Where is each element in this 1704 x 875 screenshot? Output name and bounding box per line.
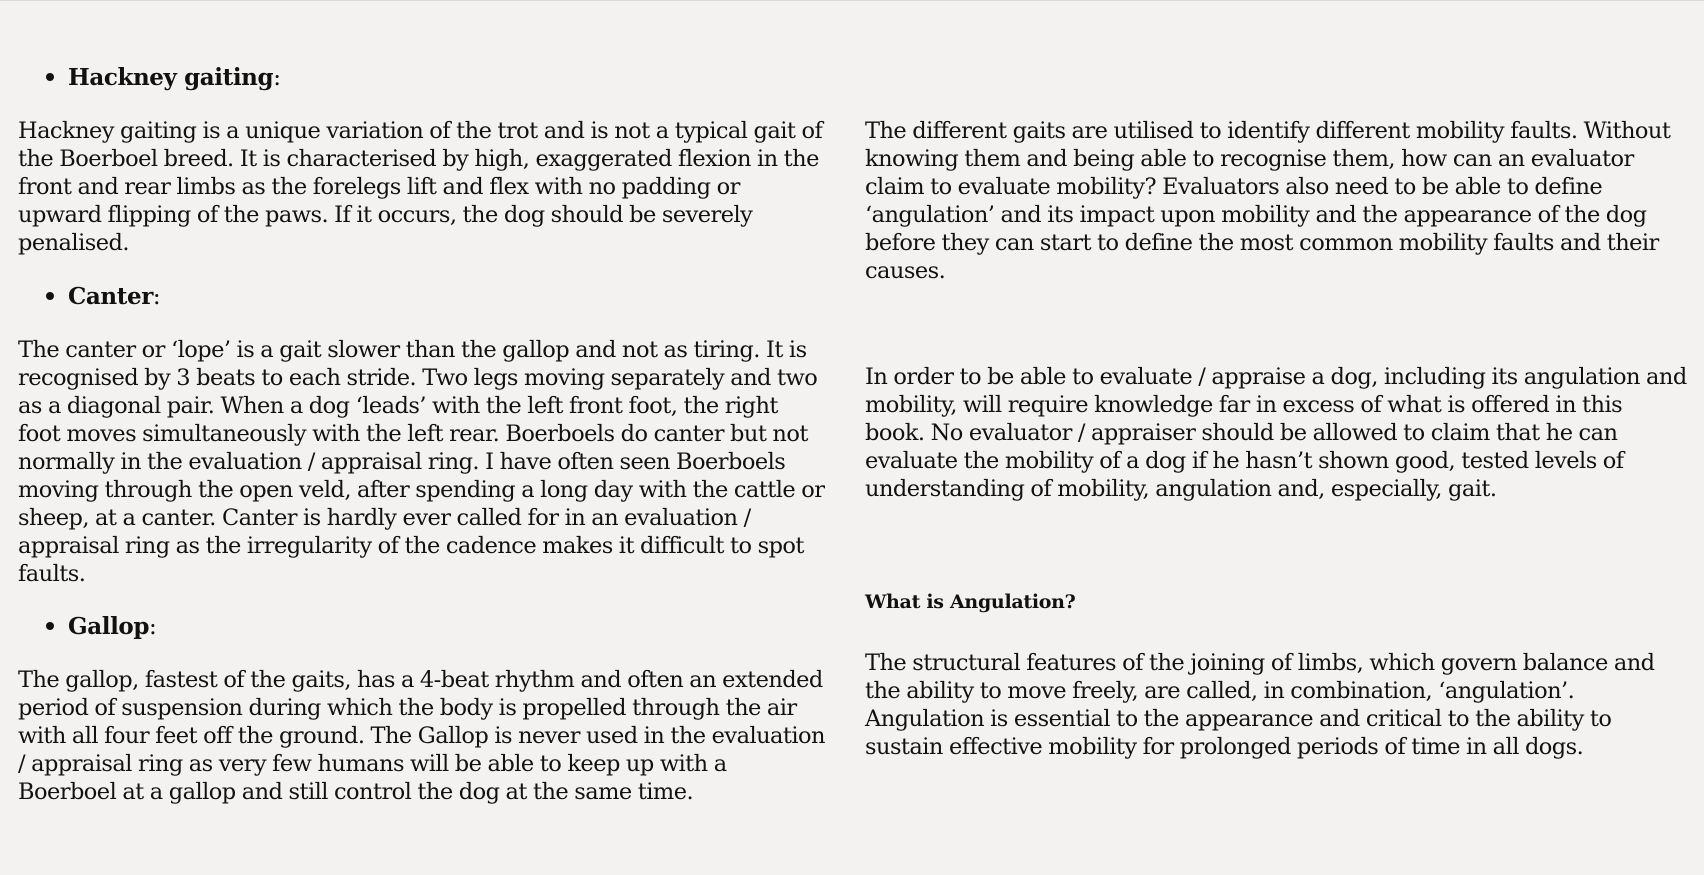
heading-angulation: What is Angulation?: [865, 591, 1076, 613]
paragraph-gallop: The gallop, fastest of the gaits, has a 4-beat rhythm and often an extended period of suspension during which the body is propelled through the air with all four feet off the ground. The Gallop is never used in the evaluation / appraisal ring as very few humans will be able to keep up with a Boerboel at a gallop and still control the dog at the same time.: [18, 667, 825, 805]
paragraph-canter: The canter or ‘lope’ is a gait slower than the gallop and not as tiring. It is recognised by 3 beats to each stride. Two legs moving separately and two as a diagonal pair. When a dog ‘leads’ with the left front foot, the right foot moves simultaneously with the left rear. Boerboels do canter but not normally in the evaluation / appraisal ring. I have often seen Boerboels moving through the open veld, after spending a long day with the cattle or sheep, at a canter. Canter is hardly ever called for in an evaluation / appraisal ring as the irregularity of the cadence makes it difficult to spot faults.: [18, 337, 825, 587]
bullet-dot-icon: [46, 73, 54, 81]
bullet-gallop: [18, 613, 157, 641]
bullet-hackney-gaiting: [18, 64, 281, 92]
bullet-term: Gallop: [68, 613, 150, 640]
bullet-dot-icon: [46, 622, 54, 630]
bullet-canter: [18, 283, 161, 311]
paragraph-knowledge: In order to be able to evaluate / appraise a dog, including its angulation and mobility, will require knowledge far in excess of what is offered in this book. No evaluator / appraiser should be allowed to claim that he can evaluate the mobility of a dog if he hasn’t shown good, tested levels of understanding of mobility, angulation and, especially, gait.: [865, 364, 1687, 502]
paragraph-hackney: Hackney gaiting is a unique variation of the trot and is not a typical gait of the Boerboel breed. It is characterised by high, exaggerated flexion in the front and rear limbs as the forelegs lift and flex with no padding or upward flipping of the paws. If it occurs, the dog should be severely penalised.: [18, 118, 823, 256]
bullet-term: Hackney gaiting: [68, 64, 274, 91]
paragraph-angulation: The structural features of the joining of limbs, which govern balance and the ability to move freely, are called, in combination, ‘angulation’. Angulation is essential to the appearance and critical to the ability to sustain effective mobility for prolonged periods of time in all dogs.: [865, 650, 1655, 760]
paragraph-gaits: The different gaits are utilised to identify different mobility faults. Without knowing them and being able to recognise them, how can an evaluator claim to evaluate mobility? Evaluators also need to be able to define ‘angulation’ and its impact upon mobility and the appearance of the dog before they can start to define the most common mobility faults and their causes.: [865, 118, 1671, 284]
bullet-term: Canter: [68, 283, 153, 310]
bullet-colon: :: [149, 614, 157, 640]
bullet-dot-icon: [46, 292, 54, 300]
bullet-colon: :: [273, 65, 281, 91]
bullet-colon: :: [152, 284, 161, 310]
